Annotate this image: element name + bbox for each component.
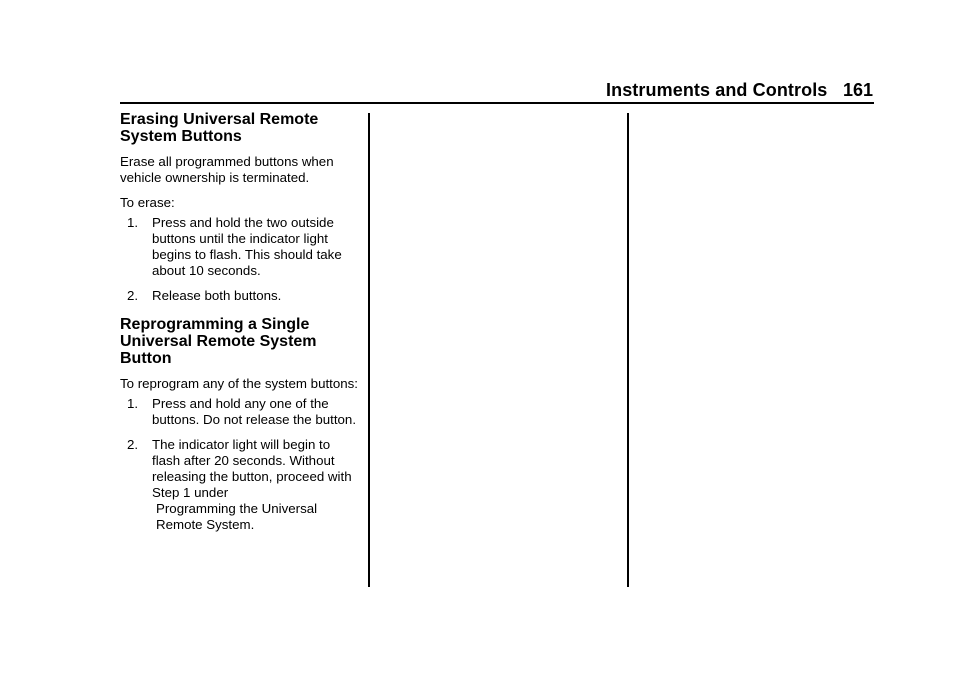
page-header [0, 0, 960, 104]
reprogramming-intro: To reprogram any of the system buttons: [120, 376, 358, 391]
step-text: The indicator light will begin to flash after 20 seconds. Without releasing the button, proceed with Step 1 under [152, 437, 352, 500]
header-divider [120, 102, 874, 104]
erasing-steps [120, 215, 360, 304]
step-text: Release both buttons. [152, 288, 282, 303]
list-item [120, 396, 360, 428]
reprogramming-heading-line2: Universal Remote System [120, 333, 317, 350]
step-text: Press and hold the two outside buttons until the indicator light begins to flash. This should take about 10 seconds. [152, 215, 342, 278]
content-column [120, 110, 360, 533]
step-number: 2. [127, 288, 139, 303]
reprogramming-heading-line3: Button [120, 350, 172, 367]
step-number: 1. [127, 215, 139, 230]
reprogramming-heading-line1: Reprogramming a Single [120, 316, 310, 333]
column-divider-left [368, 113, 370, 587]
erasing-heading-line1: Erasing Universal Remote [120, 111, 319, 128]
erasing-intro: Erase all programmed buttons when vehicle ownership is terminated. [120, 154, 334, 185]
erasing-heading-line2: System Buttons [120, 128, 242, 145]
list-item [120, 437, 360, 533]
reprogramming-steps [120, 396, 360, 533]
column-divider-right [627, 113, 629, 587]
step-number: 2. [127, 437, 139, 452]
erasing-lead: To erase: [120, 195, 175, 210]
step-text: Press and hold any one of the buttons. Do not release the button. [152, 396, 357, 427]
list-item [120, 288, 360, 304]
erasing-heading [120, 111, 360, 145]
section-title: Instruments and Controls [606, 80, 828, 100]
page-number: 161 [843, 80, 874, 100]
list-item [120, 215, 360, 279]
step-number: 1. [127, 396, 139, 411]
cross-reference-link[interactable]: Programming the Universal Remote System. [156, 501, 318, 532]
reprogramming-heading [120, 316, 360, 367]
